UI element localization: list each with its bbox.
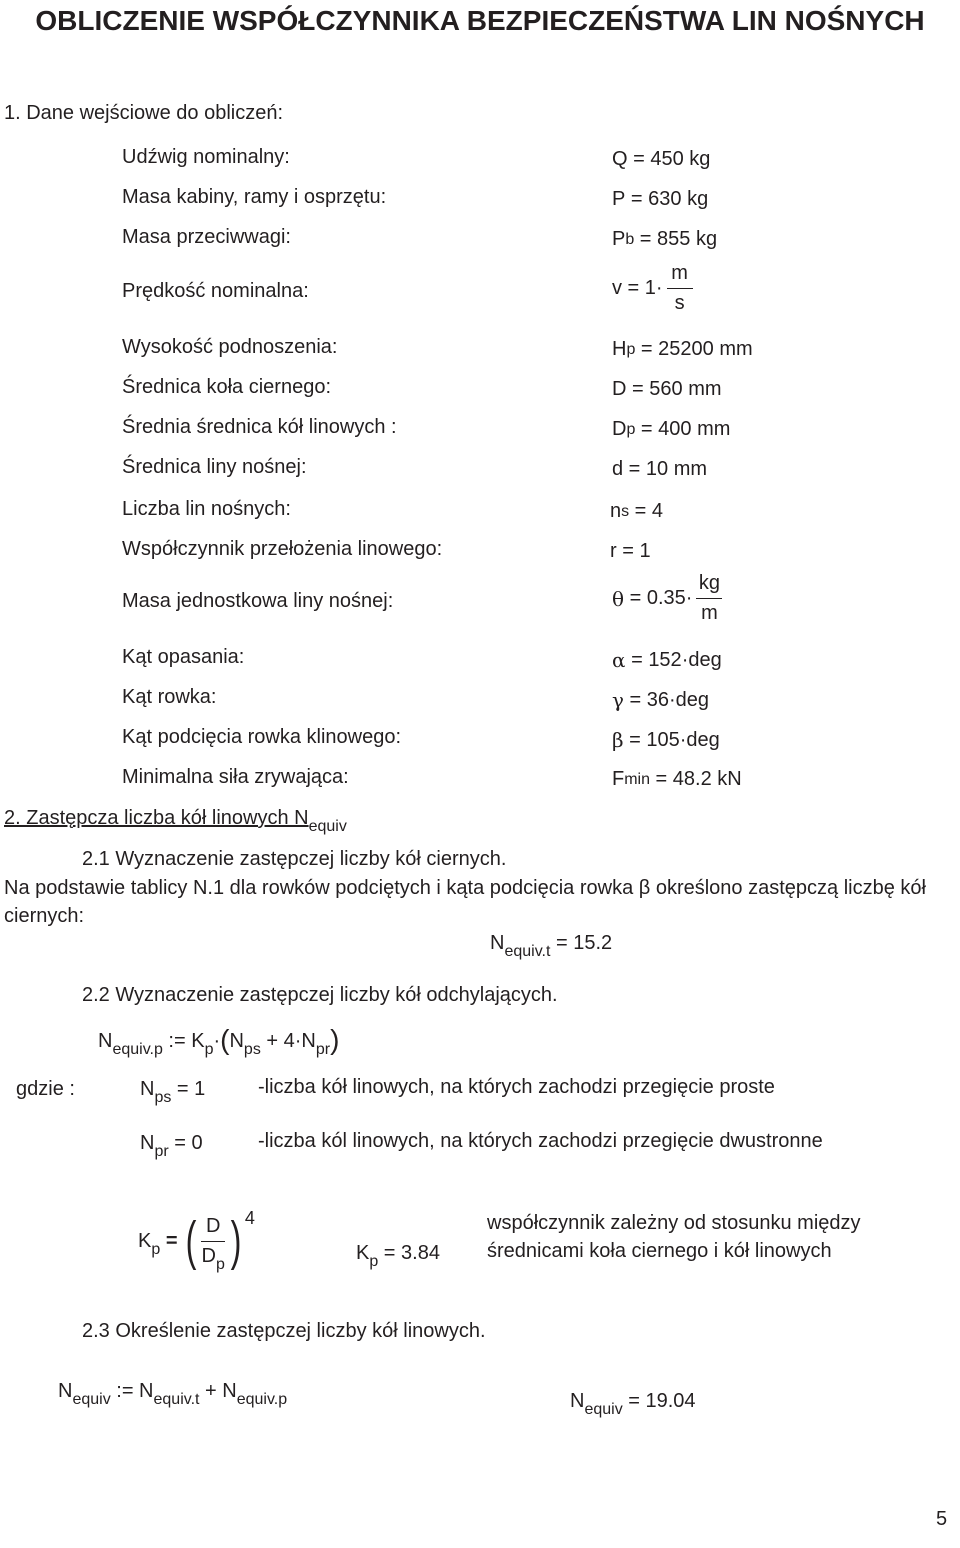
param-value: D = 560 mm — [612, 378, 722, 400]
n-equiv-t-value: $N_{equiv.t} = 15.2$ — [490, 932, 613, 961]
section2-1-text: Na podstawie tablicy N.1 dla rowków podciętych i kąta podcięcia rowka β określono zastępczą liczbę kół ciernych: — [4, 877, 926, 927]
section1-heading: 1. Dane wejściowe do obliczeń: — [4, 102, 284, 124]
page-number: 5 — [936, 1508, 948, 1530]
param-value: v = 1 · m s — [612, 262, 693, 315]
kp-exponent: 4 — [244, 1208, 255, 1228]
section2-2-heading: 2.2 Wyznaczenie zastępczej liczby kół odchylających. — [82, 984, 558, 1006]
param-label: Prędkość nominalna: — [122, 280, 309, 302]
n-equiv-p-formula: $N_{equiv.p}$ := $K_p\cdot(N_{ps} + 4\cdot N_{pr})$ — [98, 1024, 340, 1059]
param-value: D p = 400 mm — [612, 418, 731, 440]
param-value: γ = 36 · deg — [612, 688, 710, 712]
param-label: Średnica liny nośnej: — [122, 456, 307, 478]
n-equiv-value: $N_{equiv} = 19.04$ — [570, 1390, 696, 1419]
kp-value: $K_p = 3.84$ — [356, 1242, 440, 1271]
kp-description-line2: średnicami koła ciernego i kół linowych — [487, 1240, 832, 1262]
param-value: P = 630 kg — [612, 188, 709, 210]
n-equiv-formula: $N_{equiv}$ := $N_{equiv.t} + N_{equiv.p}$ — [58, 1380, 288, 1409]
param-label: Liczba lin nośnych: — [122, 498, 291, 520]
param-value: β = 105 · deg — [612, 728, 720, 752]
section2-heading: 2. Zastępcza liczba kół linowych $N_{equiv}$ — [4, 807, 347, 836]
param-label: Wysokość podnoszenia: — [122, 336, 338, 358]
n-ps-description: -liczba kół linowych, na których zachodzi przegięcie proste — [258, 1076, 775, 1098]
n-pr-description: -liczba kól linowych, na których zachodzi przegięcie dwustronne — [258, 1130, 823, 1152]
param-label: Udźwig nominalny: — [122, 146, 290, 168]
param-value: r = 1 — [610, 540, 651, 562]
param-label: Kąt podcięcia rowka klinowego: — [122, 726, 402, 748]
n-pr-value: $N_{pr} = 0$ — [140, 1132, 203, 1161]
param-label: Średnica koła ciernego: — [122, 376, 332, 398]
param-value: n s = 4 — [610, 500, 664, 522]
section2-1-heading: 2.1 Wyznaczenie zastępczej liczby kół ciernych. — [82, 848, 507, 870]
param-value: P b = 855 kg — [612, 228, 718, 250]
param-label: Kąt opasania: — [122, 646, 245, 668]
param-label: Minimalna siła zrywająca: — [122, 766, 349, 788]
param-value: H p = 25200 mm — [612, 338, 753, 360]
param-label: Masa przeciwwagi: — [122, 226, 291, 248]
kp-description-line1: współczynnik zależny od stosunku między — [487, 1212, 861, 1234]
param-value: Q = 450 kg — [612, 148, 711, 170]
gdzie-label: gdzie : — [16, 1078, 75, 1100]
param-value: d = 10 mm — [612, 458, 708, 480]
kp-formula: $K_p$ = ( D $D_p$ ) 4 — [138, 1208, 255, 1273]
n-ps-value: $N_{ps} = 1$ — [140, 1078, 206, 1107]
param-label: Kąt rowka: — [122, 686, 217, 708]
param-label: Średnia średnica kół linowych : — [122, 416, 397, 438]
param-value: α = 152 · deg — [612, 648, 722, 672]
page-title: OBLICZENIE WSPÓŁCZYNNIKA BEZPIECZEŃSTWA LIN NOŚNYCH — [35, 5, 925, 36]
param-label: Masa jednostkowa liny nośnej: — [122, 590, 394, 612]
param-label: Współczynnik przełożenia linowego: — [122, 538, 443, 560]
param-value: θ = 0.35 · kg m — [612, 572, 722, 625]
section2-3-heading: 2.3 Określenie zastępczej liczby kół linowych. — [82, 1320, 486, 1342]
param-value: F min = 48.2 kN — [612, 768, 742, 790]
param-label: Masa kabiny, ramy i osprzętu: — [122, 186, 387, 208]
